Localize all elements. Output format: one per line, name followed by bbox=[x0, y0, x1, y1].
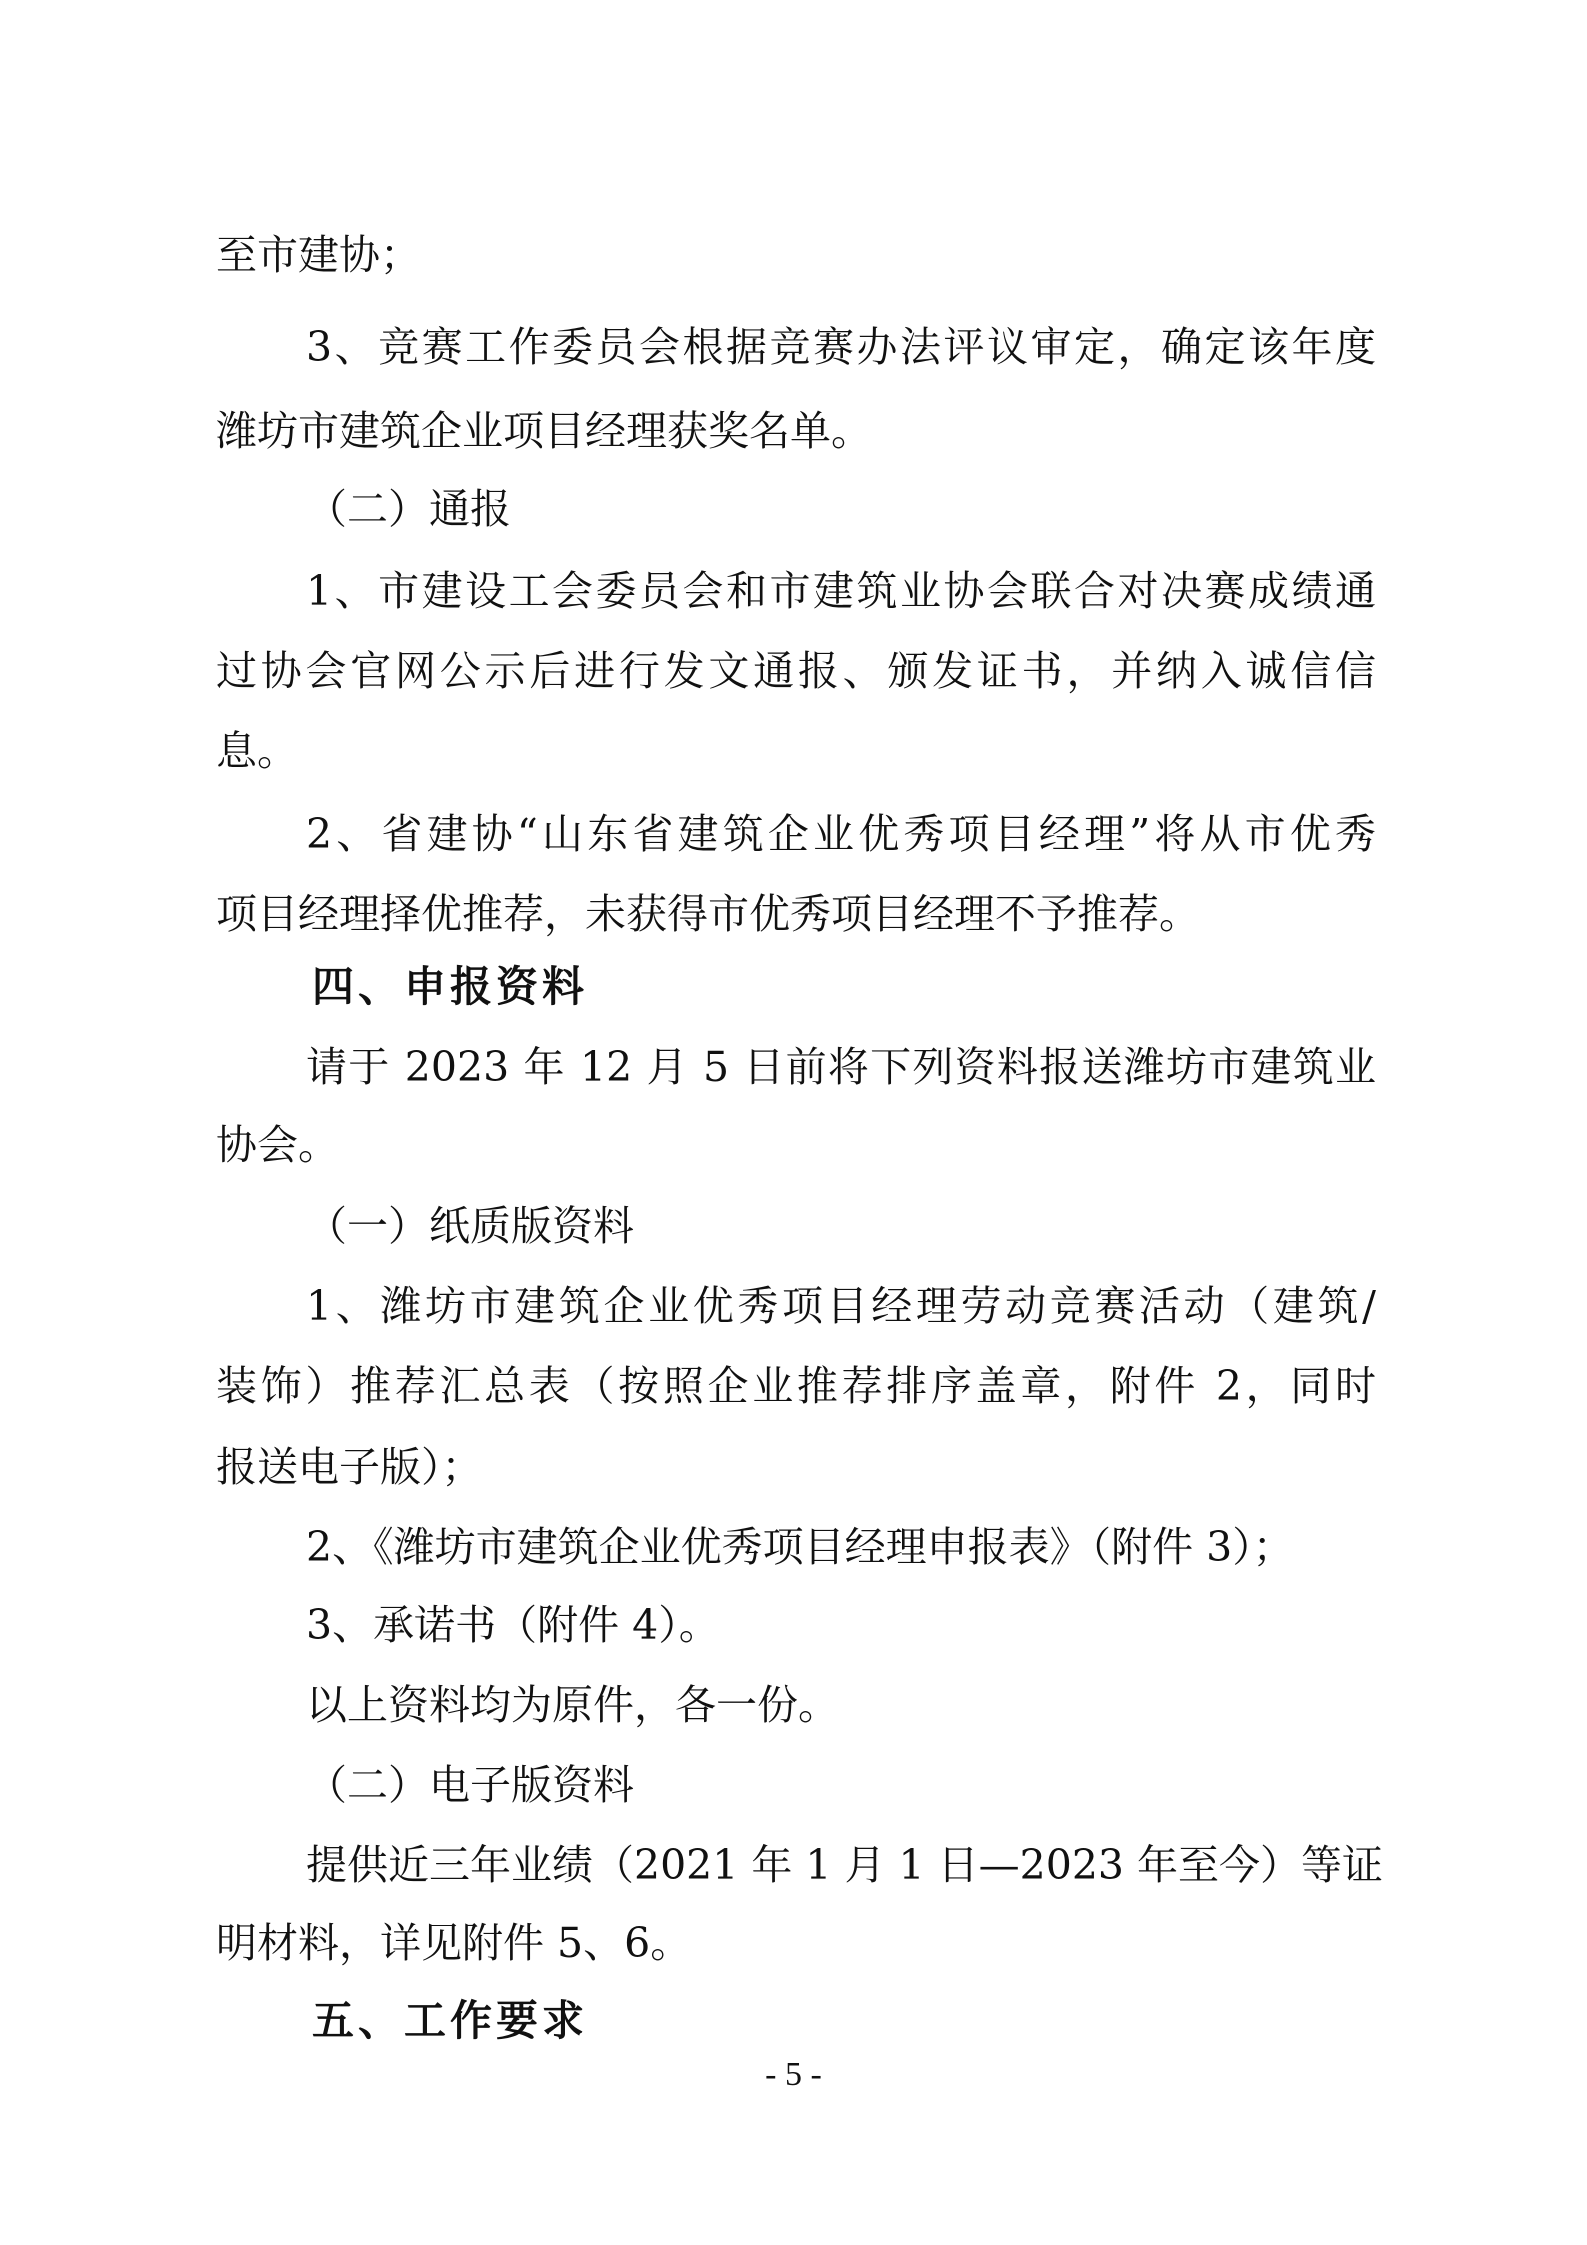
section-subheading: （一）纸质版资料 bbox=[306, 1202, 634, 1250]
paragraph-line: 请于 2023 年 12 月 5 日前将下列资料报送潍坊市建筑业 bbox=[306, 1043, 1376, 1091]
paragraph-line: 协会。 bbox=[216, 1121, 339, 1169]
section-subheading: （二）通报 bbox=[306, 485, 511, 533]
paragraph-line: 2、《潍坊市建筑企业优秀项目经理申报表》（附件 3）； bbox=[306, 1523, 1294, 1571]
paragraph-line: 3、承诺书（附件 4）。 bbox=[306, 1601, 720, 1649]
paragraph-line: 2、省建协“山东省建筑企业优秀项目经理”将从市优秀 bbox=[306, 810, 1376, 858]
paragraph-line: 项目经理择优推荐，未获得市优秀项目经理不予推荐。 bbox=[216, 890, 1200, 938]
paragraph-line: 1、市建设工会委员会和市建筑业协会联合对决赛成绩通 bbox=[306, 567, 1376, 615]
paragraph-line: 以上资料均为原件，各一份。 bbox=[306, 1681, 839, 1729]
section-heading: 四、申报资料 bbox=[312, 962, 589, 1011]
paragraph-line: 至市建协； bbox=[216, 231, 421, 279]
paragraph-line: 1、潍坊市建筑企业优秀项目经理劳动竞赛活动（建筑/ bbox=[306, 1282, 1376, 1330]
section-heading: 五、工作要求 bbox=[312, 1996, 589, 2045]
paragraph-line: 3、竞赛工作委员会根据竞赛办法评议审定，确定该年度 bbox=[306, 323, 1376, 371]
paragraph-line: 潍坊市建筑企业项目经理获奖名单。 bbox=[216, 407, 872, 455]
paragraph-line: 息。 bbox=[216, 727, 298, 775]
paragraph-line: 明材料，详见附件 5、6。 bbox=[216, 1919, 692, 1967]
page-number: - 5 - bbox=[765, 2056, 822, 2093]
paragraph-line: 提供近三年业绩（2021 年 1 月 1 日—2023 年至今）等证 bbox=[306, 1841, 1384, 1889]
paragraph-line: 过协会官网公示后进行发文通报、颁发证书，并纳入诚信信 bbox=[216, 647, 1376, 695]
paragraph-line: 报送电子版）； bbox=[216, 1443, 483, 1491]
section-subheading: （二）电子版资料 bbox=[306, 1761, 634, 1809]
paragraph-line: 装饰）推荐汇总表（按照企业推荐排序盖章，附件 2，同时 bbox=[216, 1362, 1376, 1410]
